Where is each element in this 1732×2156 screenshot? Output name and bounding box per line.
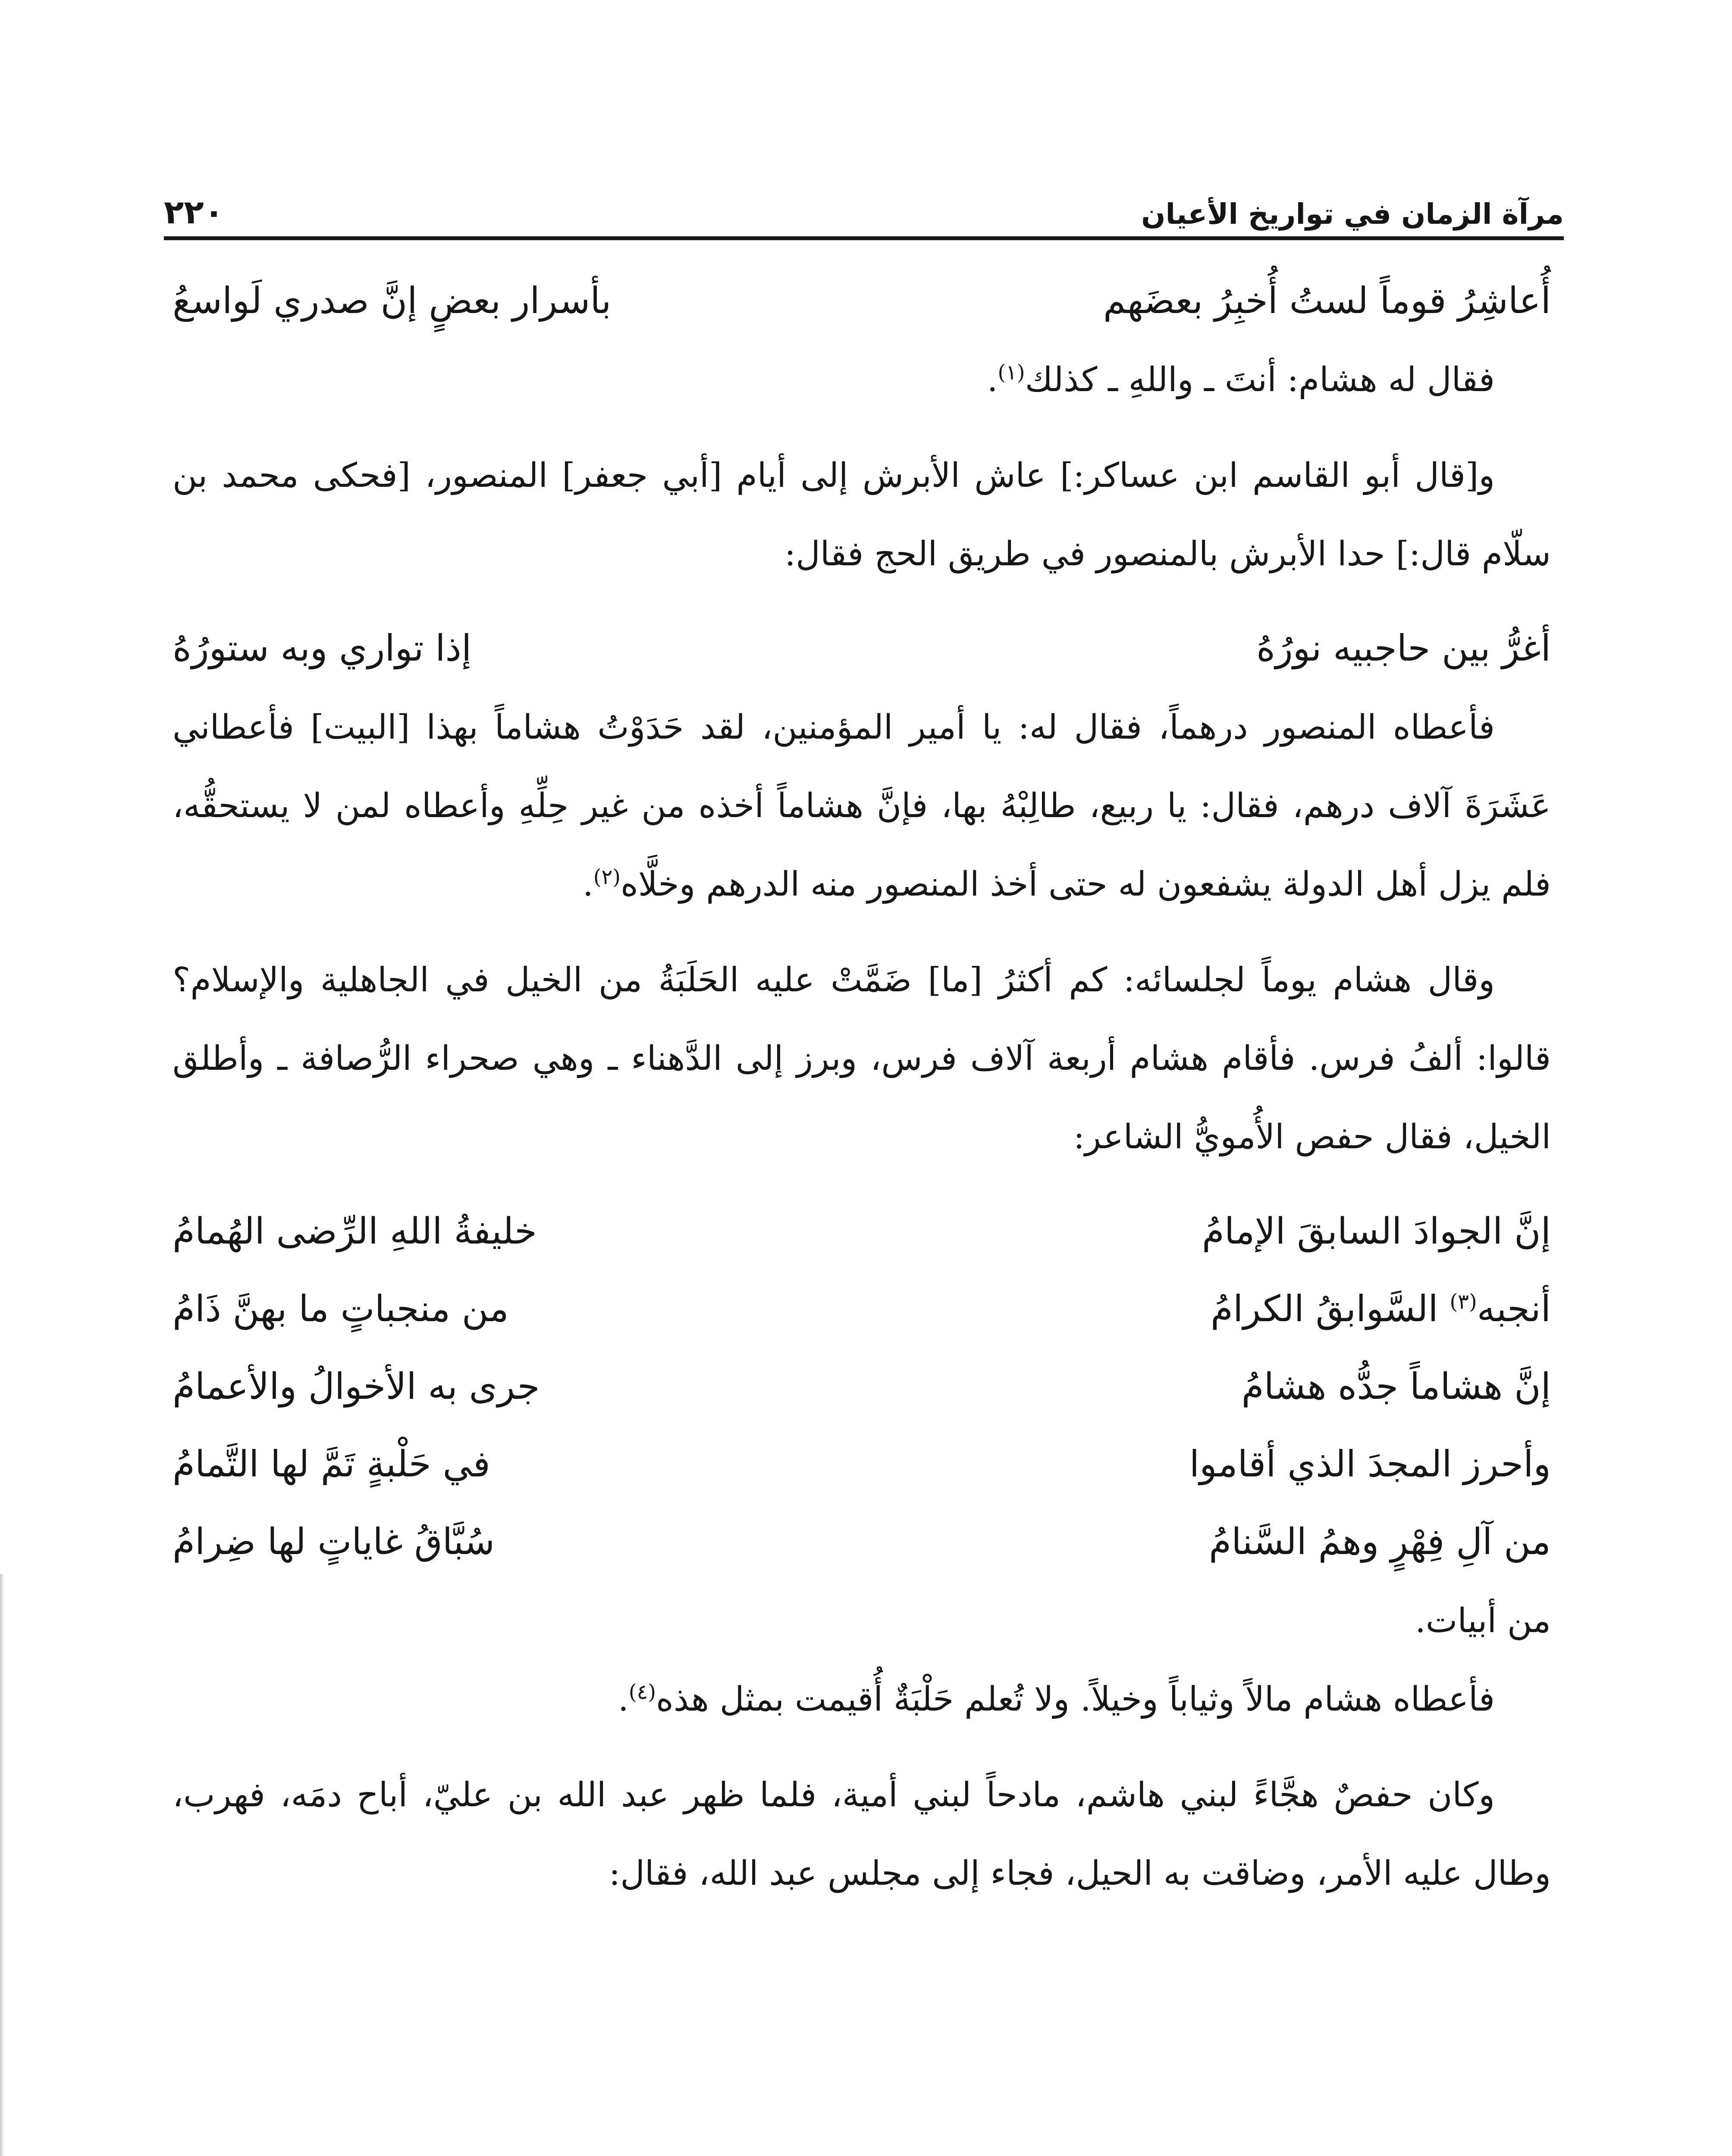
verse-line xyxy=(173,611,1551,688)
paragraph-text: فأعطاه هشام مالاً وثياباً وخيلاً. ولا تُعلم حَلْبَةٌ أُقيمت بمثل هذه xyxy=(656,1680,1495,1719)
running-title: مرآة الزمان في تواريخ الأعيان xyxy=(1141,197,1564,231)
verse-right-hemistich: أُعاشِرُ قوماً لستُ أُخبِرُ بعضَهم xyxy=(1103,279,1551,322)
paragraph xyxy=(173,1660,1551,1739)
verse-left-hemistich: سُبَّاقُ غاياتٍ لها ضِرامُ xyxy=(173,1520,495,1563)
main-text xyxy=(173,263,1551,1913)
verse-left-hemistich: إذا تواري وبه ستورُهُ xyxy=(173,627,472,669)
paragraph-end: . xyxy=(582,865,593,904)
verse-left-hemistich: في حَلْبةٍ تَمَّ لها التَّمامُ xyxy=(173,1443,490,1485)
verse-right-hemistich: أغرُّ بين حاجبيه نورُهُ xyxy=(1256,627,1551,669)
poem-verse xyxy=(173,1504,1551,1582)
hemistich-text: أنجبه xyxy=(1477,1288,1551,1330)
paragraph xyxy=(173,688,1551,924)
paragraph: و[قال أبو القاسم ابن عساكر:] عاش الأبرش إلى أيام [أبي جعفر] المنصور، [فحكى محمد بن سلّام قال:] حدا الأبرش بالمنصور في طريق الحج فقال: xyxy=(173,456,1551,573)
verse-right-hemistich xyxy=(903,1271,1551,1349)
footnote-ref: (٣) xyxy=(1450,1290,1477,1314)
verse-right-hemistich: من آلِ فِهْرٍ وهمُ السَّنامُ xyxy=(1209,1520,1551,1563)
spacer xyxy=(173,419,1551,436)
page-number: ٢٢٠ xyxy=(164,193,224,231)
page-header xyxy=(164,155,1564,229)
verse-left-hemistich: بأسرار بعضٍ إنَّ صدري لَواسعُ xyxy=(173,279,612,322)
poem-verse xyxy=(173,1271,1551,1349)
verse-left-hemistich: خليفةُ اللهِ الرِّضى الهُمامُ xyxy=(173,1210,537,1252)
footnote-ref: (١) xyxy=(998,360,1025,385)
paragraph-end: . xyxy=(987,360,998,399)
verse-right-hemistich: وأحرز المجدَ الذي أقاموا xyxy=(1189,1443,1551,1485)
paragraph: وقال هشام يوماً لجلسائه: كم أكثرُ [ما] ضَمَّتْ عليه الحَلَبَةُ من الخيل في الجاهلية والإسلام؟ قالوا: ألفُ فرس. فأقام هشام أربعة آلاف فرس، وبرز إلى الدَّهناء ـ وهي صحراء الرُّصافة ـ وأطلق الخيل، فقال حفص الأُمويُّ الشاعر: xyxy=(173,961,1551,1156)
paragraph-text: فقال له هشام: أنتَ ـ واللهِ ـ كذلك xyxy=(1025,360,1495,399)
verse-line xyxy=(173,263,1551,341)
spacer xyxy=(173,1739,1551,1756)
verse-left-hemistich: من منجباتٍ ما بهنَّ ذَامُ xyxy=(173,1288,509,1330)
poem-verse xyxy=(173,1194,1551,1271)
hemistich-text: السَّوابقُ الكرامُ xyxy=(1210,1288,1450,1330)
footnote-ref: (٢) xyxy=(593,865,621,889)
verse-right-hemistich: إنَّ الجوادَ السابقَ الإمامُ xyxy=(1202,1210,1551,1252)
paragraph: من أبيات. xyxy=(1415,1601,1551,1640)
poem-verse xyxy=(173,1426,1551,1504)
paragraph xyxy=(173,341,1551,419)
paragraph: وكان حفصٌ هجَّاءً لبني هاشم، مادحاً لبني أمية، فلما ظهر عبد الله بن عليّ، أباح دمَه، فهرب، وطال عليه الأمر، وضاقت به الحيل، فجاء إلى مجلس عبد الله، فقال: xyxy=(173,1776,1551,1893)
verse-right-hemistich: إنَّ هشاماً جدُّه هشامُ xyxy=(1241,1365,1551,1407)
paragraph-text: فأعطاه المنصور درهماً، فقال له: يا أمير المؤمنين، لقد حَدَوْتُ هشاماً بهذا [البيت] فأعطاني عَشَرَةَ آلاف درهم، فقال: يا ربيع، طالِبْهُ بها، فإنَّ هشاماً أخذه من غير حِلِّهِ وأعطاه لمن لا يستحقُّه، فلم يزل أهل الدولة يشفعون له حتى أخذ المنصور منه الدرهم وخلَّاه xyxy=(173,708,1551,904)
header-rule xyxy=(164,236,1564,240)
spacer xyxy=(173,1176,1551,1194)
scan-shadow xyxy=(0,1574,4,2156)
footnote-ref: (٤) xyxy=(628,1680,656,1704)
paragraph-end: . xyxy=(618,1680,629,1719)
spacer xyxy=(173,593,1551,611)
verse-left-hemistich: جرى به الأخوالُ والأعمامُ xyxy=(173,1365,540,1407)
spacer xyxy=(173,924,1551,941)
poem-verse xyxy=(173,1349,1551,1426)
